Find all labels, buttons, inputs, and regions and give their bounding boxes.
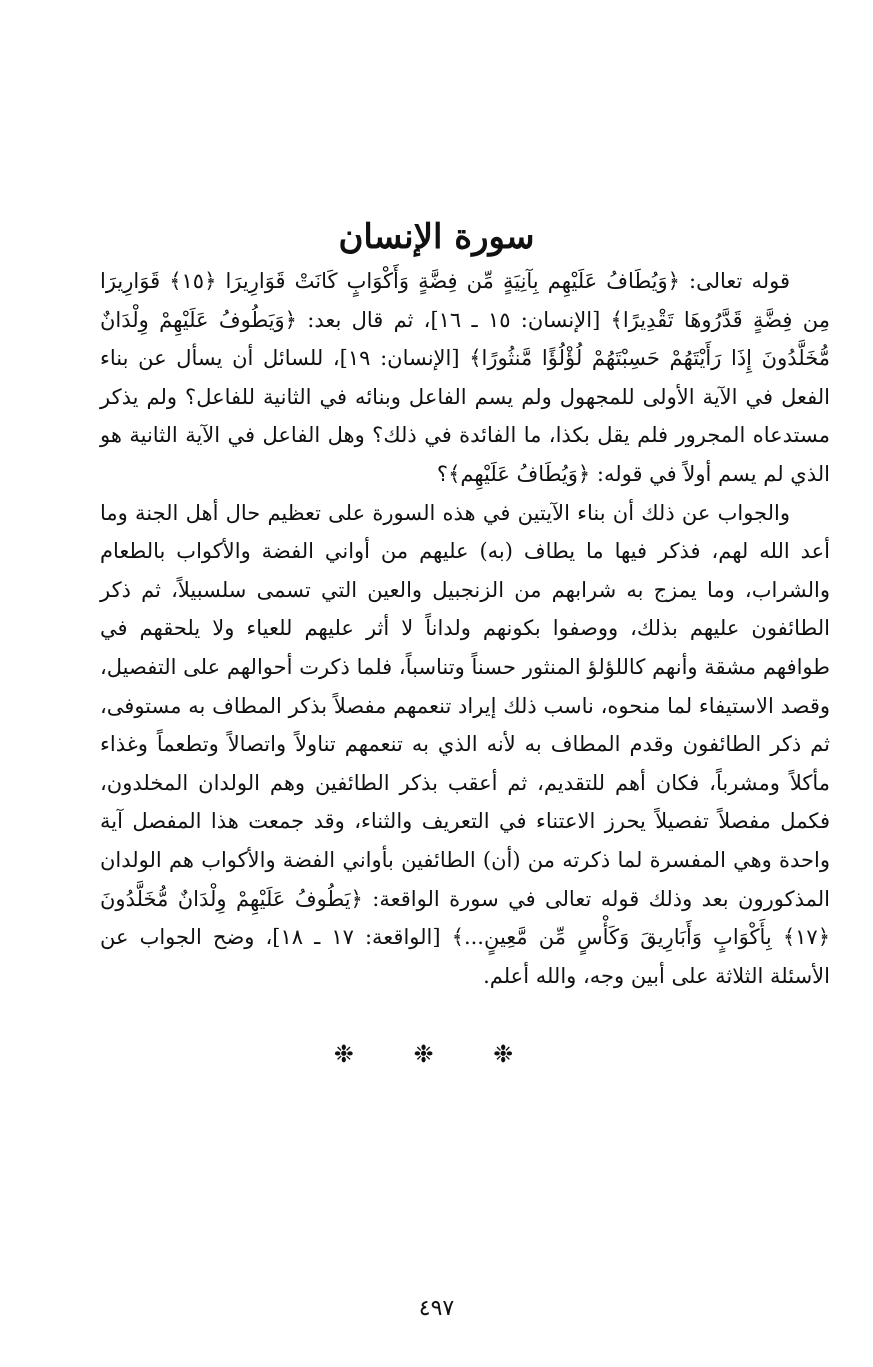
section-separator: ❉ ❉ ❉ <box>333 1040 540 1068</box>
paragraph-question: قوله تعالى: ﴿وَيُطَافُ عَلَيْهِم بِآنِيَةٍ مِّن فِضَّةٍ وَأَكْوَابٍ كَانَتْ قَوَارِيرَا ﴿١٥﴾ قَوَارِيرَا مِن فِضَّةٍ قَدَّرُوهَا تَقْدِيرًا﴾ [الإنسان: ١٥ ـ ١٦]، ثم قال بعد: ﴿وَيَطُوفُ عَلَيْهِمْ وِلْدَانٌ مُّخَلَّدُونَ إِذَا رَأَيْتَهُمْ حَسِبْتَهُمْ لُؤْلُؤًا مَّنثُورًا﴾ [الإنسان: ١٩]، للسائل أن يسأل عن بناء الفعل في الآية الأولى للمجهول ولم يسم الفاعل وبنائه في الثانية للفاعل؟ ولم يذكر مستدعاه المجرور فلم يقل بكذا، ما الفائدة في ذلك؟ وهل الفاعل في الآية الثانية هو الذي لم يسم أولاً في قوله: ﴿وَيُطَافُ عَلَيْهِم﴾؟ <box>100 269 830 486</box>
chapter-title: سورة الإنسان <box>338 216 535 257</box>
body-text <box>100 262 830 995</box>
page-number: ٤٩٧ <box>418 1296 455 1321</box>
paragraph-answer: والجواب عن ذلك أن بناء الآيتين في هذه السورة على تعظيم حال أهل الجنة وما أعد الله لهم، فذكر فيها ما يطاف (به) عليهم من أواني الفضة والأكواب بالطعام والشراب، وما يمزج به شرابهم من الزنجبيل والعين التي تسمى سلسبيلاً، ثم ذكر الطائفون عليهم بذلك، ووصفوا بكونهم ولداناً لا أثر عليهم للعياء ولا يلحقهم في طوافهم مشقة وأنهم كاللؤلؤ المنثور حسناً وتناسباً، فلما ذكرت أحوالهم على التفصيل، وقصد الاستيفاء لما منحوه، ناسب ذلك إيراد تنعمهم مفصلاً بذكر المطاف به مستوفى، ثم ذكر الطائفون وقدم المطاف به لأنه الذي به تنعمهم تناولاً واتصالاً وتطعماً وغذاء مأكلاً ومشرباً، فكان أهم للتقديم، ثم أعقب بذكر الطائفين وهم الولدان المخلدون، فكمل مفصلاً تفصيلاً يحرز الاعتناء في التعريف والثناء، وقد جمعت هذا المفصل آية واحدة وهي المفسرة لما ذكرته من (أن) الطائفين بأواني الفضة والأكواب هم الولدان المذكورون بعد وذلك قوله تعالى في سورة الواقعة: ﴿يَطُوفُ عَلَيْهِمْ وِلْدَانٌ مُّخَلَّدُونَ ﴿١٧﴾ بِأَكْوَابٍ وَأَبَارِيقَ وَكَأْسٍ مِّن مَّعِينٍ...﴾ [الواقعة: ١٧ ـ ١٨]، وضح الجواب عن الأسئلة الثلاثة على أبين وجه، والله أعلم. <box>100 500 830 988</box>
